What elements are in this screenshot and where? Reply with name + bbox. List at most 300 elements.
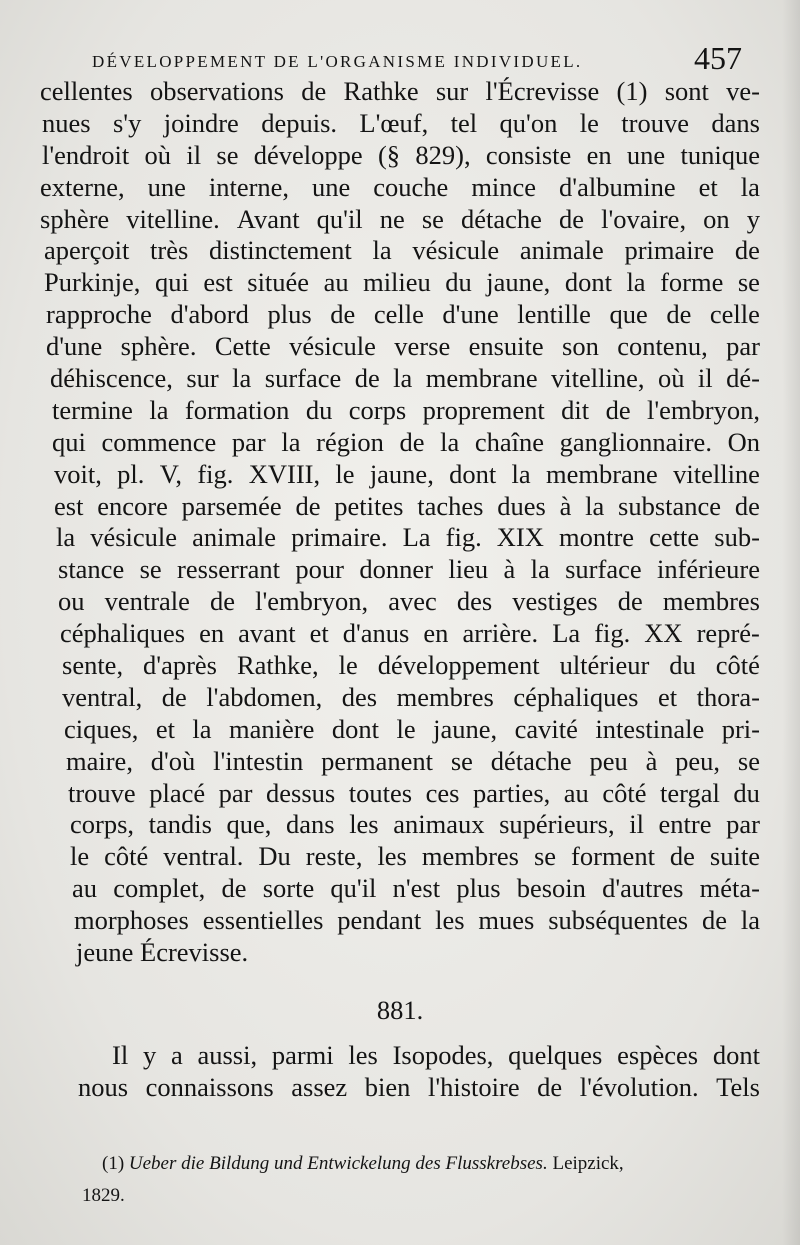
word: région (316, 426, 384, 457)
word: intestinale (595, 713, 705, 744)
word: du (733, 777, 760, 808)
word: et (698, 171, 718, 202)
body-text-line (30, 746, 760, 778)
word: ventral, (62, 681, 143, 712)
footnote (82, 1148, 762, 1212)
word: ventrale (104, 586, 190, 617)
word: Il (112, 1040, 129, 1070)
word: vestiges (512, 586, 598, 617)
word: thora- (696, 681, 760, 712)
word: milieu (363, 267, 431, 298)
word: la (740, 905, 760, 936)
page-edge-shadow (782, 0, 800, 1245)
word: de (161, 681, 187, 712)
word: côté (104, 841, 149, 872)
body-text-line (30, 459, 760, 491)
body-text-line (30, 267, 760, 299)
word: parsemée (181, 490, 282, 521)
word: se (450, 745, 473, 776)
word: peu (589, 745, 628, 776)
word: au (72, 873, 98, 904)
word: sorte (262, 873, 315, 904)
word: Avant (236, 203, 300, 234)
word: mince (471, 171, 537, 202)
word: 829), (415, 139, 471, 170)
word: jaune, (486, 267, 551, 298)
word: repré- (696, 618, 760, 649)
word: se (421, 203, 444, 234)
word: depuis. (261, 107, 338, 138)
word: développement (377, 650, 540, 681)
word: côté (602, 777, 647, 808)
body-text-line (30, 427, 760, 459)
word: sur (186, 363, 219, 394)
word: surface (565, 554, 642, 585)
word: XX (644, 618, 683, 649)
next-paragraph (30, 1040, 760, 1104)
word: son (562, 331, 599, 362)
word: les (435, 905, 465, 936)
body-text-line (30, 522, 760, 554)
body-text-line (30, 809, 760, 841)
word: d'autres (602, 873, 684, 904)
word: la (511, 458, 531, 489)
word: Cette (214, 331, 271, 362)
word: pl. (117, 458, 145, 489)
word: d'après (143, 650, 217, 681)
word: reste, (305, 841, 363, 872)
running-title: DÉVELOPPEMENT DE L'ORGANISME INDIVIDUEL. (92, 52, 583, 71)
word: en (199, 618, 225, 649)
word: encore (97, 490, 168, 521)
word: du (445, 267, 472, 298)
body-text-line (30, 714, 760, 746)
word: de (666, 299, 692, 330)
word: dans (711, 107, 760, 138)
word: avec (388, 586, 437, 617)
word: Isopodes, (392, 1040, 494, 1070)
word: que (609, 299, 648, 330)
footnote-line-2 (82, 1180, 762, 1212)
word: de (734, 235, 760, 266)
word: L'œuf, (359, 107, 429, 138)
word: qu'il (330, 873, 377, 904)
word: se (533, 841, 557, 872)
word: de (605, 394, 631, 425)
word: membres (396, 681, 494, 712)
word: celle (373, 299, 424, 330)
word: Purkinje, (44, 267, 141, 298)
word: proprement (422, 394, 545, 425)
word: vitelline, (551, 363, 645, 394)
word: d'une (442, 299, 499, 330)
word: détache (490, 745, 572, 776)
word: ultérieur (559, 650, 650, 681)
word: par (231, 426, 266, 457)
word: et (155, 713, 175, 744)
word: cellentes (40, 76, 133, 106)
word: consiste (485, 139, 572, 170)
body-text-line (30, 841, 760, 873)
word: sont (664, 76, 709, 106)
word: assez (291, 1071, 348, 1102)
word: de (301, 76, 327, 106)
word: sente, (62, 650, 124, 681)
word: céphaliques (60, 618, 186, 649)
word: qui (52, 426, 86, 457)
word: XVIII, (248, 458, 321, 489)
word: permanent (321, 745, 433, 776)
word: surface (264, 363, 342, 394)
word: l'embryon, (255, 586, 369, 617)
word: méta- (699, 873, 760, 904)
word: besoin (516, 873, 586, 904)
word: sphère. (120, 331, 197, 362)
word: très (150, 235, 189, 266)
word: qu'il (316, 203, 363, 234)
body-text-line (30, 395, 760, 427)
word: aussi, (197, 1040, 258, 1070)
word: à (645, 745, 658, 776)
word: stance (58, 554, 125, 585)
word: de (537, 1071, 563, 1102)
word: il (186, 139, 202, 170)
word: subséquentes (548, 905, 689, 936)
word: dessus (266, 777, 336, 808)
word: de (221, 873, 247, 904)
word: du (305, 394, 333, 425)
word: où (144, 139, 172, 170)
word: les (349, 809, 379, 840)
word: à (503, 554, 516, 585)
word: ciques, (64, 713, 139, 744)
word: par (218, 777, 253, 808)
word: une (147, 171, 186, 202)
word: d'anus (342, 618, 410, 649)
word: est (203, 267, 233, 298)
word: animale (192, 522, 277, 553)
word: membrane (545, 458, 658, 489)
word: commence (101, 426, 217, 457)
word: trouve (68, 777, 136, 808)
word: tandis (148, 809, 212, 840)
word: des (341, 681, 378, 712)
word: ou (58, 586, 85, 617)
word: il (697, 363, 713, 394)
body-text-line (30, 172, 760, 204)
body-text-line (30, 76, 760, 108)
word: le (579, 107, 599, 138)
word: l'embryon, (647, 394, 760, 425)
word: montre (559, 522, 635, 553)
word: les (377, 841, 407, 872)
word: pour (295, 554, 344, 585)
word: dont (331, 713, 379, 744)
word: l'ovaire, (601, 203, 687, 234)
word: petites (334, 490, 404, 521)
word: les (348, 1040, 378, 1070)
word: à (559, 490, 572, 521)
word: ganglionnaire. (559, 426, 712, 457)
section-number: 881. (376, 995, 424, 1025)
word: nous (78, 1071, 129, 1102)
word: vésicule (412, 235, 500, 266)
footnote-marker: (1) (102, 1153, 125, 1174)
word: d'abord (170, 299, 249, 330)
word: la (149, 394, 169, 425)
word: du (669, 650, 696, 681)
body-text-line (30, 554, 760, 586)
word: déhiscence, (50, 363, 173, 394)
word: fig. (197, 458, 234, 489)
para2-text-line (30, 1040, 760, 1072)
word: n'est (392, 873, 441, 904)
word: de (617, 586, 643, 617)
word: de (734, 490, 760, 521)
word: contenu, (617, 331, 708, 362)
word: le (338, 650, 358, 681)
word: se (737, 745, 760, 776)
word: verse (394, 331, 451, 362)
word: d'albumine (559, 171, 676, 202)
body-text-line (30, 140, 760, 172)
footnote-place: Leipzick, (552, 1153, 624, 1174)
word: essentielles (202, 905, 324, 936)
body-text-line (30, 299, 760, 331)
footnote-title: Ueber die Bildung und Entwickelung des Flusskrebses. (128, 1153, 548, 1174)
word: de (399, 426, 425, 457)
word: substance (618, 490, 722, 521)
word: parmi (271, 1040, 334, 1070)
word: de (559, 203, 585, 234)
body-text-line (30, 873, 760, 905)
body-text-line (30, 204, 760, 236)
word: membrane (425, 363, 538, 394)
word: trouve (621, 107, 689, 138)
word: que, (226, 809, 272, 840)
word: l'Écrevisse (485, 76, 600, 106)
word: ve- (726, 76, 760, 106)
footnote-year: 1829. (82, 1185, 125, 1206)
word: ensuite (468, 331, 544, 362)
word: La (402, 522, 431, 553)
word: entre (658, 809, 712, 840)
word: resserrant (177, 554, 281, 585)
word: joindre (163, 107, 239, 138)
word: vitelline (673, 458, 760, 489)
word: placé (149, 777, 206, 808)
word: vésicule (90, 522, 178, 553)
word: taches (417, 490, 484, 521)
word: manière (229, 713, 315, 744)
word: d'où (150, 745, 196, 776)
word: de (210, 586, 236, 617)
word: se (216, 139, 239, 170)
word: de (701, 905, 727, 936)
body-text-line (30, 682, 760, 714)
word: développe (253, 139, 363, 170)
word: sub- (714, 522, 760, 553)
word: en (586, 139, 612, 170)
word: de (295, 490, 321, 521)
word: la (281, 426, 301, 457)
word: où (657, 363, 685, 394)
main-paragraph (30, 76, 760, 969)
word: par (726, 331, 760, 362)
word: animaux (393, 809, 485, 840)
word: détache (461, 203, 542, 234)
word: XIX (496, 522, 544, 553)
body-text-line (30, 108, 760, 140)
word: l'évolution. (579, 1071, 699, 1102)
body-text-line: jeune Écrevisse. (76, 937, 249, 968)
word: située (247, 267, 310, 298)
word: sur (435, 76, 469, 106)
word: (1) (616, 76, 648, 106)
word: une (312, 171, 351, 202)
body-text-line (30, 491, 760, 523)
word: vésicule (289, 331, 376, 362)
word: corps, (70, 809, 135, 840)
page-number: 457 (694, 40, 742, 76)
word: a (170, 1040, 183, 1070)
word: mues (478, 905, 535, 936)
word: cavité (514, 713, 578, 744)
word: la (56, 522, 76, 553)
word: avant (238, 618, 296, 649)
word: la (740, 171, 760, 202)
word: qui (154, 267, 189, 298)
word: de (669, 841, 695, 872)
word: tel (450, 107, 478, 138)
word: de (354, 363, 380, 394)
word: dont (564, 267, 612, 298)
word: animale (519, 235, 604, 266)
word: couche (373, 171, 449, 202)
word: il (629, 809, 644, 840)
word: nues (42, 107, 91, 138)
word: Du (258, 841, 291, 872)
body-text-line (30, 235, 760, 267)
word: une (626, 139, 666, 170)
word: le (70, 841, 90, 872)
word: sphère (40, 203, 110, 234)
word: dans (286, 809, 335, 840)
word: complet, (113, 873, 206, 904)
word: supérieurs, (499, 809, 615, 840)
word: au (563, 777, 589, 808)
word: la (440, 426, 460, 457)
word: Rathke, (236, 650, 319, 681)
word: par (726, 809, 760, 840)
word: vitelline. (126, 203, 220, 234)
word: l'histoire (427, 1071, 520, 1102)
body-text-line (30, 778, 760, 810)
word: d'une (46, 331, 103, 362)
word: pendant (337, 905, 422, 936)
word: arrière. (462, 618, 539, 649)
word: pri- (721, 713, 760, 744)
word: peu, (675, 745, 721, 776)
word: formation (184, 394, 290, 425)
word: plus (267, 299, 312, 330)
word: primaire (624, 235, 715, 266)
body-text-line (30, 650, 760, 682)
body-text-line (30, 331, 760, 363)
word: cette (649, 522, 700, 553)
word: bien (364, 1071, 411, 1102)
word: connaissons (145, 1071, 274, 1102)
word: externe, (40, 171, 125, 202)
word: le (396, 713, 416, 744)
word: ventral. (163, 841, 244, 872)
word: lieu (448, 554, 489, 585)
word: céphaliques (513, 681, 639, 712)
word: corps (348, 394, 407, 425)
word: forment (571, 841, 655, 872)
word: se (737, 267, 760, 298)
word: ne (379, 203, 405, 234)
word: côté (715, 650, 760, 681)
word: au (323, 267, 349, 298)
word: On (727, 426, 760, 457)
word: chaîne (474, 426, 544, 457)
word: Rathke (343, 76, 419, 106)
word: observations (149, 76, 284, 106)
word: aperçoit (44, 235, 130, 266)
word: se (139, 554, 162, 585)
word: membres (421, 841, 519, 872)
word: distinctement (209, 235, 352, 266)
word: fig. (445, 522, 482, 553)
word: de (330, 299, 356, 330)
word: La (552, 618, 581, 649)
word: tunique (680, 139, 760, 170)
word: on (703, 203, 730, 234)
word: suite (709, 841, 760, 872)
word: y (142, 1040, 157, 1070)
word: le (335, 458, 355, 489)
body-text-line (30, 586, 760, 618)
word: morphoses (74, 905, 189, 936)
word: et (657, 681, 678, 712)
word: l'intestin (213, 745, 304, 776)
word: est (54, 490, 84, 521)
word: la (192, 713, 212, 744)
para2-text-line (30, 1072, 760, 1104)
word: qu'on (499, 107, 558, 138)
word: toutes (348, 777, 413, 808)
word: l'abdomen, (206, 681, 323, 712)
body-text-line (30, 905, 760, 937)
footnote-line-1 (102, 1148, 762, 1180)
word: dé- (726, 363, 760, 394)
word: parties, (473, 777, 551, 808)
word: V, (159, 458, 183, 489)
word: la (585, 490, 605, 521)
word: jaune, (433, 713, 498, 744)
word: forme (660, 267, 724, 298)
word: fig. (594, 618, 631, 649)
word: membres (662, 586, 760, 617)
word: celle (709, 299, 760, 330)
word: dues (497, 490, 546, 521)
word: Tels (716, 1071, 760, 1102)
word: s'y (112, 107, 142, 138)
word: la (393, 363, 413, 394)
body-text-line (30, 618, 760, 650)
word: tergal (660, 777, 720, 808)
